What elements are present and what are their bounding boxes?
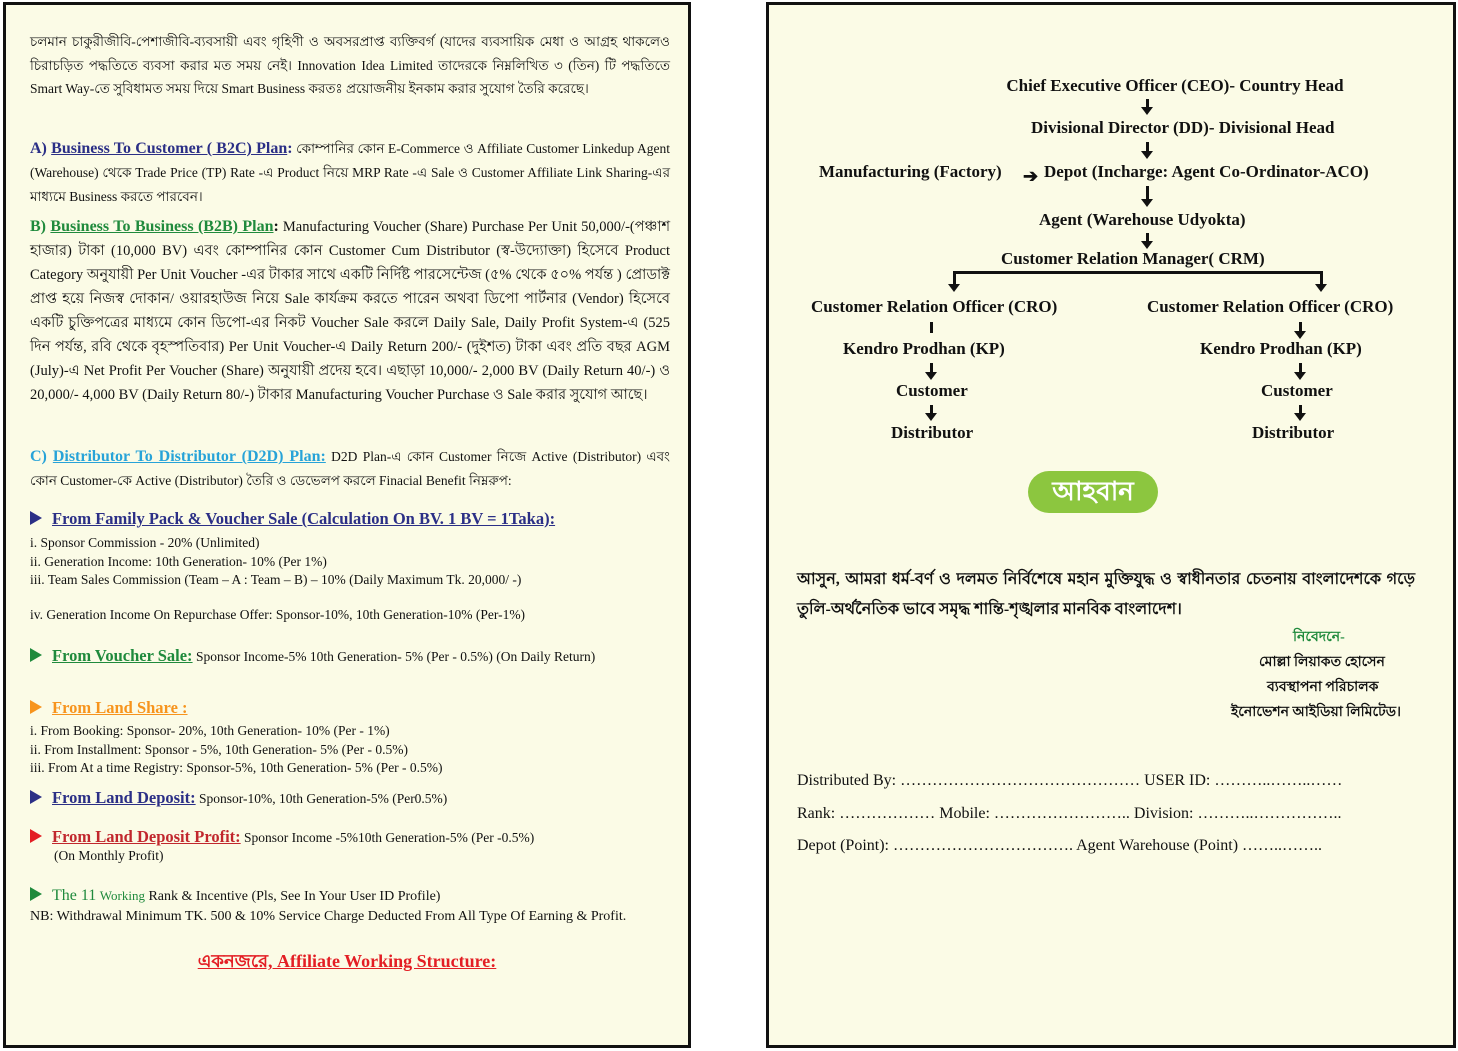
- signature-title: ব্যবস্থাপনা পরিচালক: [1267, 680, 1379, 695]
- family-list: [30, 534, 670, 590]
- plan-a-text: কোম্পানির কোন E-Commerce ও Affiliate Customer Linkedup Agent (Warehouse) থেকে Trade Price (TP) Rate -এ Product নিয়ে MRP Rate -এ Sale ও Customer Affiliate Link Sharing-এর মাধ্যমে Business করতে পারবেন।: [30, 141, 670, 204]
- plan-c-text: D2D Plan-এ কোন Customer নিজে Active (Distributor) এবং কোন Customer-কে Active (Distributor) তৈরি ও ডেভেলপ করলে Finacial Benefit নিম্নরুপ:: [30, 449, 670, 488]
- land-profit-line: [30, 827, 534, 847]
- arrow-right-icon: ➔: [1023, 166, 1039, 186]
- arrow-down-icon: [1141, 107, 1153, 115]
- list-item: ii. Generation Income: 10th Generation- 10% (Per 1%): [30, 553, 327, 569]
- plan-c-title: Distributor To Distributor (D2D) Plan:: [52, 448, 326, 465]
- arrow-down-icon: [1294, 413, 1306, 421]
- rank-line: [30, 887, 440, 905]
- arrow-line: [930, 322, 933, 333]
- org-ceo: Chief Executive Officer (CEO)- Country Head: [1006, 76, 1344, 95]
- form-distributed-by[interactable]: Distributed By: ……………………………………… USER ID: ………..……..……: [797, 772, 1343, 789]
- rank-title-b: Working: [99, 888, 145, 903]
- right-page: [766, 2, 1456, 1048]
- form-rank-line[interactable]: Rank: ……………… Mobile: …………………….. Division: ………..……………..: [797, 805, 1342, 822]
- org-depot: Depot (Incharge: Agent Co-Ordinator-ACO): [1044, 162, 1369, 181]
- land-share-heading: [30, 698, 188, 718]
- arrow-down-icon: [1315, 284, 1327, 292]
- left-page: [3, 2, 691, 1048]
- land-profit-title: From Land Deposit Profit:: [52, 827, 241, 846]
- arrow-line: [1146, 186, 1149, 200]
- plan-a-title: Business To Customer ( B2C) Plan: [51, 140, 288, 157]
- branch-left-line: [953, 271, 956, 285]
- arrow-down-icon: [1294, 372, 1306, 380]
- arrow-down-icon: [1141, 241, 1153, 249]
- family-heading: [30, 509, 555, 529]
- land-profit-text2: (On Monthly Profit): [54, 848, 164, 863]
- voucher-text: Sponsor Income-5% 10th Generation- 5% (Per - 0.5%) (On Daily Return): [192, 649, 596, 664]
- arrow-down-icon: [948, 284, 960, 292]
- land-share-list: [30, 722, 670, 778]
- signature-company: ইনোভেশন আইডিয়া লিমিটেড।: [1231, 705, 1402, 720]
- plan-b-paragraph: [30, 215, 670, 407]
- list-item: i. From Booking: Sponsor- 20%, 10th Generation- 10% (Per - 1%): [30, 723, 390, 738]
- form-depot-line[interactable]: Depot (Point): ……………………………. Agent Warehouse (Point) ……..……..: [797, 837, 1323, 854]
- triangle-bullet-icon: [30, 511, 42, 525]
- arrow-down-icon: [1141, 199, 1153, 207]
- call-text: আসুন, আমরা ধর্ম-বর্ণ ও দলমত নির্বিশেষে মহান মুক্তিযুদ্ধ ও স্বাধীনতার চেতনায় বাংলাদেশকে গড়ে তুলি-অর্থনৈতিক ভাবে সমৃদ্ধ শান্তি-শৃঙ্খলার মানবিক বাংলাদেশ।: [797, 571, 1415, 618]
- arrow-down-icon: [925, 372, 937, 380]
- list-item: iii. From At a time Registry: Sponsor-5%, 10th Generation- 5% (Per - 0.5%): [30, 760, 443, 775]
- signature-label: নিবেদনে-: [1293, 630, 1345, 645]
- plan-b-text: Manufacturing Voucher (Share) Purchase Per Unit 50,000/-(পঞ্চাশ হাজার) টাকা (10,000 BV) এবং কোম্পানির কোন Customer Cum Distributor (স্ব-উদ্যোক্তা) হিসেবে Product Category অনুযায়ী Per Unit Voucher -এর টাকার সাথে একটি নির্দিষ্ট পারসেন্টেজ (৫% থেকে ৫০% পর্যন্ত ) প্রোডাক্ট প্রাপ্ত হয়ে নিজস্ব দোকান/ ওয়ারহাউজ নিয়ে Sale কার্যক্রম করতে পারেন অথবা ডিপো পার্টনার (Vendor) হিসেবে একটি চুক্তিপত্রের মাধ্যমে কোন ডিপো-এর নিকট Voucher Sale করলে Daily Sale, Daily Profit System-এ (525 দিন পর্যন্ত, রবি থেকে বৃহস্পতিবার) Per Unit Voucher-এ Daily Return 200/- (দুইশত) টাকা এবং প্রতি বছর AGM (July)-এ Net Profit Per Voucher (Share) অনুযায়ী প্রদেয় হবে। এছাড়া 10,000/- 2,000 BV (Daily Return 40/-) ও 20,000/- 4,000 BV (Daily Return 80/-) টাকার Manufacturing Voucher Purchase ও Sale করার সুযোগ আছে।: [30, 219, 671, 403]
- signature-name: মোল্লা লিয়াকত হোসেন: [1259, 655, 1385, 670]
- plan-b-prefix: B): [30, 218, 51, 235]
- branch-right-line: [1320, 271, 1323, 285]
- land-share-title: From Land Share :: [52, 698, 188, 717]
- plan-c-prefix: C): [30, 448, 53, 465]
- org-cro-right: Customer Relation Officer (CRO): [1147, 297, 1394, 316]
- list-item: ii. From Installment: Sponsor - 5%, 10th Generation- 5% (Per - 0.5%): [30, 741, 408, 757]
- org-crm: Customer Relation Manager( CRM): [1001, 249, 1265, 268]
- org-kp-left: Kendro Prodhan (KP): [843, 339, 1005, 358]
- voucher-paragraph: [30, 647, 670, 667]
- plan-c-paragraph: [30, 445, 670, 493]
- structure-heading: [6, 947, 688, 978]
- plan-b-title: Business To Business (B2B) Plan: [50, 218, 274, 235]
- rank-title-a: The 11: [52, 887, 97, 904]
- org-agent: Agent (Warehouse Udyokta): [1039, 210, 1246, 229]
- triangle-bullet-icon: [30, 887, 42, 901]
- org-factory: Manufacturing (Factory): [819, 162, 1002, 181]
- family-item-iv: iv. Generation Income On Repurchase Offer: Sponsor-10%, 10th Generation-10% (Per-1%): [30, 607, 526, 622]
- org-distributor-left: Distributor: [891, 423, 974, 442]
- org-kp-right: Kendro Prodhan (KP): [1200, 339, 1362, 358]
- voucher-title: From Voucher Sale:: [52, 646, 193, 665]
- rank-text: Rank & Incentive (Pls, See In Your User ID Profile): [144, 889, 441, 904]
- org-distributor-right: Distributor: [1252, 423, 1335, 442]
- plan-b-colon: :: [273, 218, 279, 235]
- triangle-bullet-icon: [30, 648, 42, 662]
- plan-a-prefix: A): [30, 140, 52, 157]
- org-dd: Divisional Director (DD)- Divisional Head: [1031, 118, 1335, 137]
- land-profit-text: Sponsor Income -5%10th Generation-5% (Per -0.5%): [240, 830, 535, 845]
- land-deposit-line: [30, 788, 447, 808]
- list-item: i. Sponsor Commission - 20% (Unlimited): [30, 535, 260, 550]
- arrow-down-icon: [1141, 151, 1153, 159]
- land-deposit-title: From Land Deposit:: [52, 788, 196, 807]
- triangle-bullet-icon: [30, 700, 42, 714]
- nb-text: NB: Withdrawal Minimum TK. 500 & 10% Service Charge Deducted From All Type Of Earning & Profit.: [30, 909, 627, 924]
- arrow-down-icon: [925, 413, 937, 421]
- arrow-down-icon: [1294, 331, 1306, 339]
- plan-a-colon: :: [287, 140, 293, 157]
- land-deposit-text: Sponsor-10%, 10th Generation-5% (Per0.5%): [195, 791, 448, 806]
- intro-paragraph: চলমান চাকুরীজীবি-পেশাজীবি-ব্যবসায়ী এবং গৃহিণী ও অবসরপ্রাপ্ত ব্যক্তিবর্গ (যাদের ব্যবসায়িক মেধা ও আগ্রহ থাকলেও চিরাচড়িত পদ্ধতিতে ব্যবসা করার মত সময় নেই। Innovation Idea Limited তাদেরকে নিম্নলিখিত ৩ (তিন) টি পদ্ধতিতে Smart Way-তে সুবিধামত সময় দিয়ে Smart Business করতঃ প্রয়োজনীয় ইনকাম করার সুযোগ তৈরি করেছে।: [30, 34, 670, 96]
- list-item: iii. Team Sales Commission (Team – A : Team – B) – 10% (Daily Maximum Tk. 20,000/ -): [30, 572, 522, 587]
- org-customer-right: Customer: [1261, 381, 1333, 400]
- org-cro-left: Customer Relation Officer (CRO): [811, 297, 1058, 316]
- call-badge: আহবান: [1028, 471, 1158, 513]
- family-title: From Family Pack & Voucher Sale (Calculation On BV. 1 BV = 1Taka):: [52, 509, 556, 528]
- org-customer-left: Customer: [896, 381, 968, 400]
- branch-line: [953, 271, 1323, 274]
- triangle-bullet-icon: [30, 790, 42, 804]
- structure-title: একনজরে, Affiliate Working Structure:: [197, 951, 497, 971]
- plan-a-paragraph: [30, 137, 670, 209]
- triangle-bullet-icon: [30, 829, 42, 843]
